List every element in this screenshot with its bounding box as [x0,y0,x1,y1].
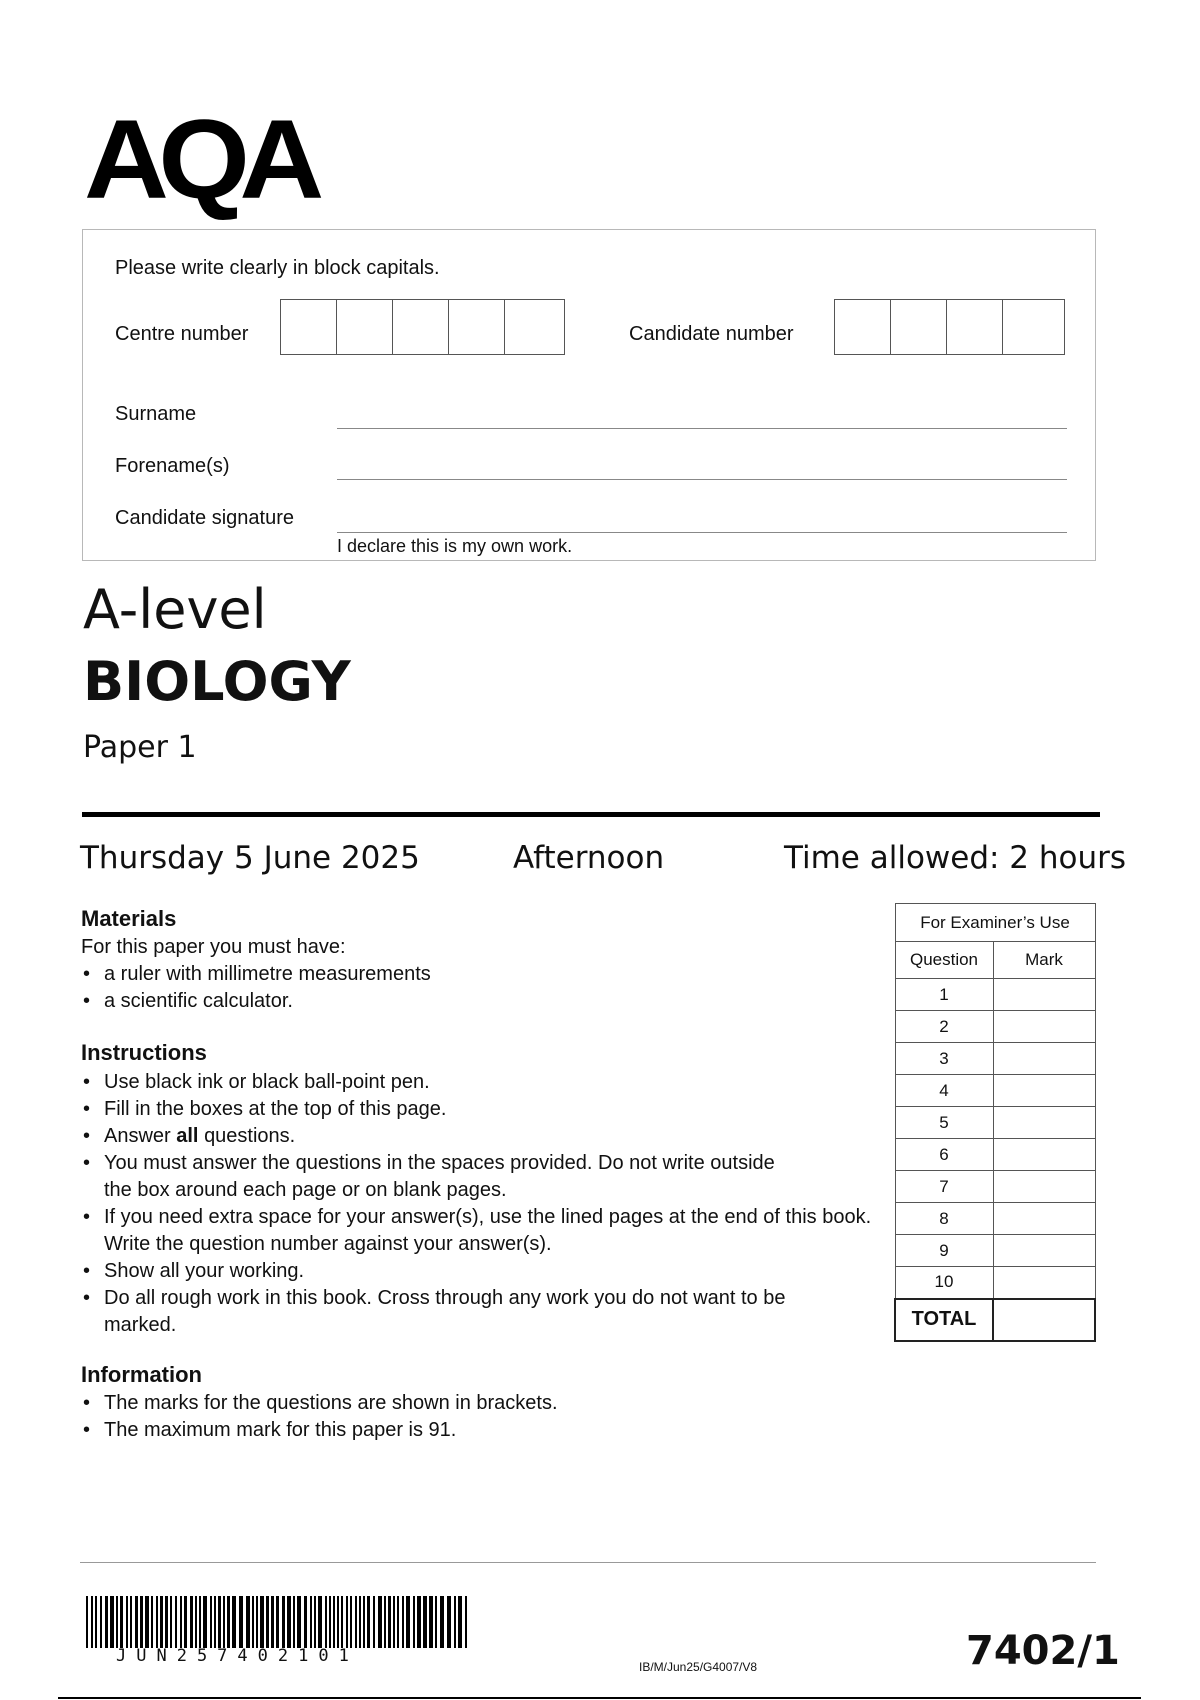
barcode-bar [175,1596,177,1648]
barcode-bar [304,1596,307,1648]
barcode-bar [402,1596,404,1648]
barcode-bar [367,1596,370,1648]
barcode-bar [95,1596,97,1648]
barcode-bar [341,1596,343,1648]
instruction-item [81,1123,866,1150]
barcode-bar [417,1596,421,1648]
mark-cell[interactable] [993,1043,1095,1075]
centre-digit-box[interactable] [505,300,561,354]
mark-cell[interactable] [993,1075,1095,1107]
barcode-bar [397,1596,399,1648]
mark-cell[interactable] [993,1139,1095,1171]
centre-digit-box[interactable] [449,300,505,354]
question-number: 3 [895,1043,993,1075]
signature-line[interactable] [337,532,1067,533]
barcode-bar [314,1596,316,1648]
centre-digit-box[interactable] [337,300,393,354]
barcode-bar [465,1596,467,1648]
aqa-logo: AQA [84,97,314,222]
barcode-bar [293,1596,295,1648]
barcode-bar [86,1596,88,1648]
candidate-digit-box[interactable] [891,300,947,354]
barcode-bar [116,1596,118,1648]
barcode-bar [282,1596,285,1648]
barcode-bar [355,1596,357,1648]
information-item: • The maximum mark for this paper is 91. [81,1417,861,1444]
barcode-bar [130,1596,132,1648]
materials-section [81,906,861,1015]
qualification-level: A-level [83,578,267,641]
barcode-bar [165,1596,168,1648]
question-number: 1 [895,979,993,1011]
centre-number-label: Centre number [115,323,249,345]
question-number: 6 [895,1139,993,1171]
barcode-bar [180,1596,182,1648]
barcode-bar [100,1596,102,1648]
barcode-bar [276,1596,279,1648]
barcode-bar [105,1596,108,1648]
mark-cell[interactable] [993,979,1095,1011]
exam-date: Thursday 5 June 2025 [80,840,420,876]
mark-cell[interactable] [993,1171,1095,1203]
paper-number: Paper 1 [83,730,197,765]
table-row [895,1235,1095,1267]
declaration-text: I declare this is my own work. [337,536,573,556]
materials-item: • a ruler with millimetre measurements [81,961,861,988]
barcode-bar [170,1596,172,1648]
barcode-bar [406,1596,410,1648]
candidate-digit-box[interactable] [835,300,891,354]
page-bottom-rule [58,1697,1141,1699]
candidate-details-box [82,229,1096,561]
question-column-header: Question [895,942,993,979]
table-row [895,979,1095,1011]
table-row [895,1267,1095,1299]
barcode-bar [333,1596,335,1648]
barcode-bar [232,1596,236,1648]
centre-digit-box[interactable] [393,300,449,354]
answer-prefix: Answer [104,1125,177,1147]
barcode-bar [210,1596,212,1648]
total-mark-cell[interactable] [993,1299,1095,1341]
question-number: 4 [895,1075,993,1107]
instructions-section [81,1040,872,1339]
barcode-bar [190,1596,193,1648]
surname-label: Surname [115,403,197,425]
barcode-bar [378,1596,382,1648]
mark-cell[interactable] [993,1267,1095,1299]
barcode-bar [218,1596,221,1648]
barcode-bar [145,1596,149,1648]
barcode-bar [203,1596,207,1648]
table-row [895,1203,1095,1235]
barcode-bar [325,1596,327,1648]
footer-rule [80,1562,1096,1563]
barcode-bar [271,1596,274,1648]
barcode-bar [359,1596,361,1648]
barcode-bar [120,1596,123,1648]
barcode-bar [373,1596,375,1648]
total-label: TOTAL [895,1299,993,1341]
barcode-bar [413,1596,415,1648]
barcode [86,1596,471,1648]
candidate-number-boxes[interactable] [834,299,1065,355]
barcode-bar [110,1596,114,1648]
barcode-bar [126,1596,128,1648]
barcode-bar [91,1596,93,1648]
paper-code: 7402/1 [966,1628,1120,1674]
barcode-bar [156,1596,158,1648]
materials-heading: Materials [81,906,177,931]
barcode-bar [151,1596,153,1648]
barcode-bar [199,1596,201,1648]
question-number: 10 [895,1267,993,1299]
question-number: 8 [895,1203,993,1235]
barcode-bar [266,1596,269,1648]
candidate-digit-box[interactable] [1003,300,1059,354]
barcode-bar [184,1596,187,1648]
information-section [81,1362,861,1444]
barcode-bar [239,1596,243,1648]
materials-item: • a scientific calculator. [81,988,861,1015]
barcode-bar [454,1596,456,1648]
question-number: 7 [895,1171,993,1203]
examiner-table-title: For Examiner’s Use [895,904,1095,942]
barcode-bar [140,1596,143,1648]
table-row [895,1043,1095,1075]
barcode-bar [346,1596,348,1648]
materials-intro: For this paper you must have: [81,936,346,958]
instruction-item: • Fill in the boxes at the top of this page. [81,1096,866,1123]
barcode-bar [384,1596,386,1648]
barcode-bar [297,1596,301,1648]
mark-cell[interactable] [993,1107,1095,1139]
barcode-bar [318,1596,322,1648]
question-number: 5 [895,1107,993,1139]
centre-digit-box[interactable] [281,300,337,354]
barcode-bar [252,1596,254,1648]
divider-rule [82,812,1100,817]
centre-number-boxes[interactable] [280,299,565,355]
subject-title: BIOLOGY [83,650,351,713]
mark-column-header: Mark [993,942,1095,979]
examiner-use-table [894,903,1096,1342]
instructions-heading: Instructions [81,1040,207,1065]
barcode-bar [440,1596,444,1648]
forenames-line[interactable] [337,479,1067,480]
barcode-bar [337,1596,339,1648]
instruction-item: • Use black ink or black ball-point pen. [81,1069,866,1096]
candidate-digit-box[interactable] [947,300,1003,354]
barcode-bar [227,1596,230,1648]
signature-label: Candidate signature [115,507,295,529]
barcode-bar [287,1596,291,1648]
time-allowed: Time allowed: 2 hours [784,840,1127,876]
answer-all-emphasis: all [176,1125,199,1147]
barcode-bar [329,1596,331,1648]
question-number: 2 [895,1011,993,1043]
question-number: 9 [895,1235,993,1267]
barcode-bar [246,1596,250,1648]
information-item: • The marks for the questions are shown in brackets. [81,1390,861,1417]
table-row [895,1107,1095,1139]
barcode-bar [160,1596,163,1648]
mark-cell[interactable] [993,1235,1095,1267]
document-reference: IB/M/Jun25/G4007/V8 [639,1660,758,1674]
answer-suffix: questions. [204,1125,296,1147]
candidate-number-label: Candidate number [629,323,794,345]
surname-line[interactable] [337,428,1067,429]
total-row [895,1299,1095,1341]
table-row [895,1171,1095,1203]
table-row [895,1011,1095,1043]
barcode-bar [363,1596,365,1648]
barcode-bar [447,1596,451,1648]
barcode-bar [393,1596,395,1648]
barcode-bar [260,1596,264,1648]
barcode-bar [435,1596,437,1648]
instruction-item: • If you need extra space for your answer(s), use the lined pages at the end of this book. Write the question number against your answer(s). [81,1204,884,1258]
block-capitals-instruction: Please write clearly in block capitals. [115,257,440,279]
mark-cell[interactable] [993,1011,1095,1043]
instruction-item: • You must answer the questions in the spaces provided. Do not write outside the box around each page or on blank pages. [81,1150,804,1204]
barcode-bar [135,1596,138,1648]
barcode-bar [388,1596,391,1648]
mark-cell[interactable] [993,1203,1095,1235]
table-row [895,1075,1095,1107]
instruction-item: • Do all rough work in this book. Cross through any work you do not want to be marked. [81,1285,844,1339]
barcode-bar [423,1596,427,1648]
barcode-bar [310,1596,312,1648]
table-row [895,1139,1095,1171]
barcode-bar [458,1596,462,1648]
barcode-number: JUN257402101 [116,1646,359,1666]
barcode-bar [350,1596,352,1648]
barcode-bar [195,1596,197,1648]
barcode-bar [256,1596,258,1648]
instruction-item: • Show all your working. [81,1258,866,1285]
forenames-label: Forename(s) [115,455,230,477]
exam-session: Afternoon [513,840,665,876]
information-heading: Information [81,1362,202,1387]
barcode-bar [223,1596,225,1648]
barcode-bar [214,1596,216,1648]
barcode-bar [429,1596,433,1648]
